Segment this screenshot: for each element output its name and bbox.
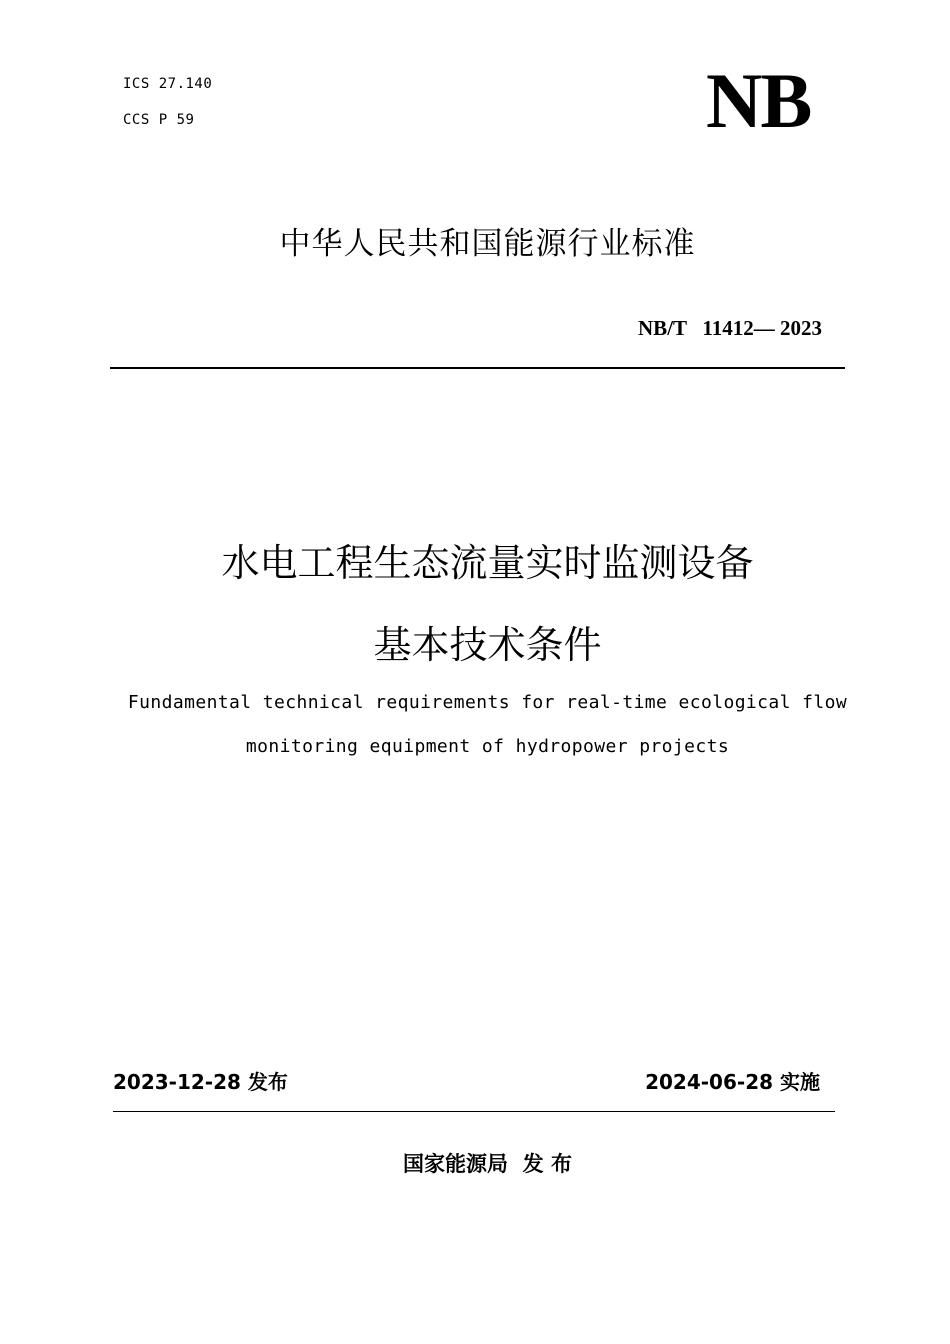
ics-code: ICS 27.140 bbox=[123, 76, 213, 92]
publisher: 国家能源局 发 布 bbox=[403, 1152, 572, 1176]
title-line-1: 水电工程生态流量实时监测设备 bbox=[221, 541, 754, 585]
nb-logo: NB bbox=[706, 57, 811, 144]
implementation-date: 2024-06-28 实施 bbox=[645, 1070, 820, 1094]
issue-date: 2023-12-28 发布 bbox=[113, 1070, 288, 1094]
top-divider bbox=[110, 367, 845, 369]
english-title-line-2: monitoring equipment of hydropower projects bbox=[245, 736, 730, 757]
ccs-code: CCS P 59 bbox=[123, 112, 195, 128]
title-line-2: 基本技术条件 bbox=[373, 623, 602, 667]
bottom-divider bbox=[113, 1111, 835, 1112]
english-title-line-1: Fundamental technical requirements for real-time ecological flow bbox=[127, 692, 848, 713]
standard-number: NB/T 11412— 2023 bbox=[638, 316, 822, 340]
industry-standard-heading: 中华人民共和国能源行业标准 bbox=[279, 226, 696, 262]
